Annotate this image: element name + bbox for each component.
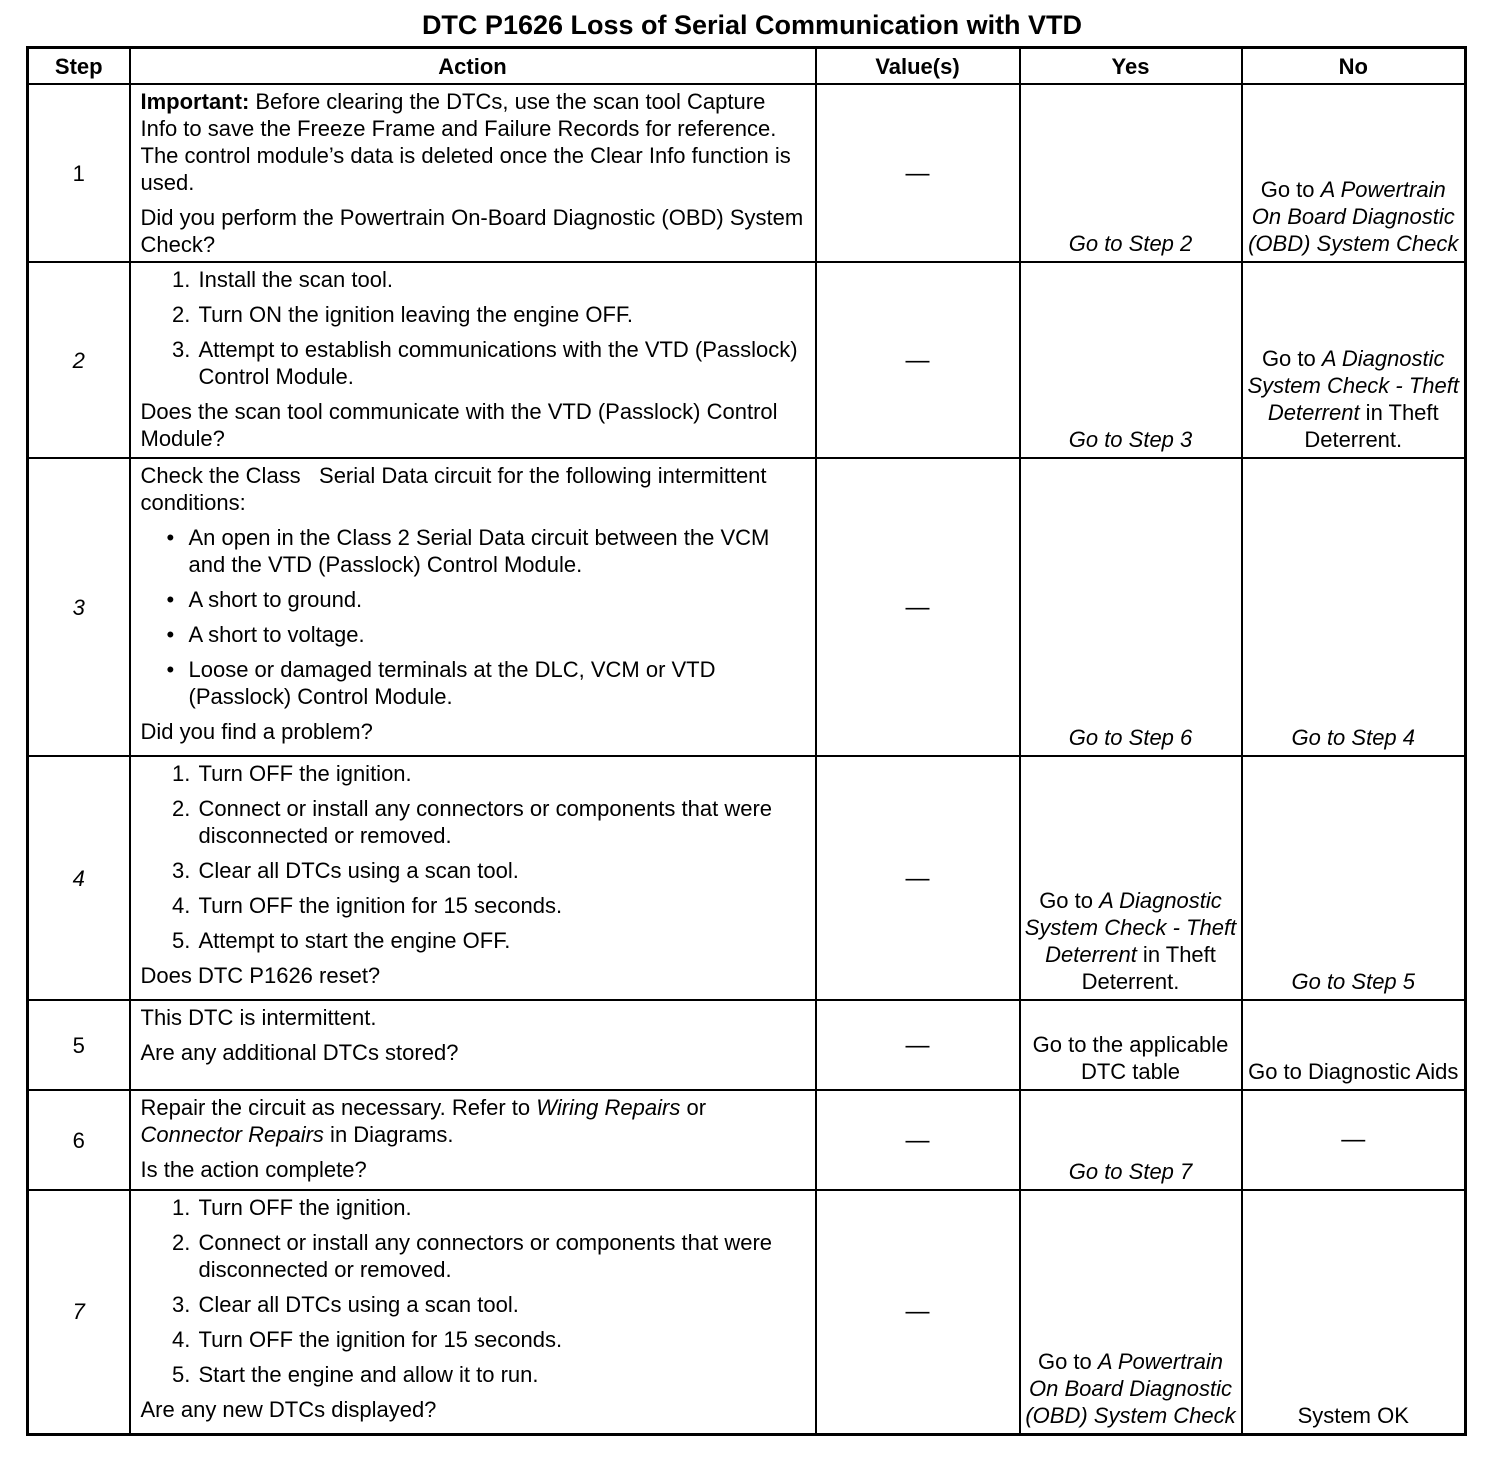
value-cell: — (816, 756, 1020, 1000)
important-note (141, 88, 805, 196)
list-item: 3. Attempt to establish communications with the VTD (Passlock) Control Module. (197, 336, 805, 390)
action-cell (130, 458, 816, 756)
connector-repairs-link[interactable]: Connector Repairs (140, 1122, 324, 1147)
table-row (28, 84, 1466, 262)
important-text: Before clearing the DTCs, use the scan tool Capture Info to save the Freeze Frame and Failure Records for reference. The control module’s data is deleted once the Clear Info function is used. (140, 89, 791, 195)
header-no: No (1242, 48, 1466, 85)
yes-link[interactable]: A Powertrain On Board Diagnostic (OBD) System Check (1025, 1348, 1236, 1428)
text-prefix: Repair the circuit as necessary. Refer to (140, 1095, 537, 1120)
no-link[interactable]: A Powertrain On Board Diagnostic (OBD) System Check (1248, 177, 1459, 256)
step-number: 3 (28, 458, 130, 756)
value-cell: — (816, 1000, 1020, 1090)
action-question: Did you find a problem? (140, 719, 373, 744)
text-suffix: in Diagrams. (323, 1122, 454, 1147)
list-item: 2. Connect or install any connectors or components that were disconnected or removed. (197, 795, 805, 849)
value-cell: — (816, 1090, 1020, 1190)
step-list (141, 760, 805, 954)
action-cell (130, 1190, 816, 1434)
no-cell: — (1242, 1090, 1466, 1190)
list-item: 1. Install the scan tool. (197, 266, 805, 293)
header-values: Value(s) (816, 48, 1020, 85)
header-action: Action (130, 48, 816, 85)
list-item: • A short to voltage. (189, 621, 805, 648)
list-item: 1. Turn OFF the ignition. (197, 1194, 805, 1221)
text-mid: or (680, 1095, 707, 1120)
list-item: 2. Connect or install any connectors or components that were disconnected or removed. (197, 1229, 805, 1283)
action-question: Does DTC P1626 reset? (140, 963, 381, 988)
action-cell (130, 84, 816, 262)
action-cell (130, 1000, 816, 1090)
table-row (28, 262, 1466, 458)
dtc-table (26, 46, 1467, 1436)
table-row (28, 1090, 1466, 1190)
list-item: 5. Attempt to start the engine OFF. (197, 927, 805, 954)
condition-list (141, 524, 805, 710)
yes-link[interactable]: Go to the applicable DTC table (1020, 1000, 1242, 1090)
yes-prefix: Go to (1037, 1348, 1098, 1374)
no-link[interactable]: Go to Step 5 (1242, 756, 1466, 1000)
table-row (28, 756, 1466, 1000)
no-link[interactable]: Go to Diagnostic Aids (1242, 1000, 1466, 1090)
list-item: 5. Start the engine and allow it to run. (197, 1361, 805, 1388)
table-row (28, 1000, 1466, 1090)
list-item: • A short to ground. (189, 586, 805, 613)
step-number: 1 (28, 84, 130, 262)
yes-prefix: Go to (1039, 888, 1100, 913)
list-item: 4. Turn OFF the ignition for 15 seconds. (197, 1326, 805, 1353)
list-item: 1. Turn OFF the ignition. (197, 760, 805, 787)
step-list (141, 266, 805, 390)
value-cell: — (816, 262, 1020, 458)
no-prefix: Go to (1261, 346, 1322, 371)
no-suffix: in Theft Deterrent. (1304, 400, 1439, 452)
list-item: 2. Turn ON the ignition leaving the engine OFF. (197, 301, 805, 328)
yes-cell (1020, 1190, 1242, 1434)
list-item: 3. Clear all DTCs using a scan tool. (197, 1291, 805, 1318)
no-link[interactable]: A Diagnostic System Check - Theft Deterrent (1247, 346, 1459, 425)
no-result: System OK (1242, 1190, 1466, 1434)
header-yes: Yes (1020, 48, 1242, 85)
page-title: DTC P1626 Loss of Serial Communication with VTD (421, 10, 1083, 40)
wiring-repairs-link[interactable]: Wiring Repairs (536, 1095, 681, 1120)
action-text: This DTC is intermittent. (140, 1005, 377, 1030)
action-intro: Check the Class Serial Data circuit for the following intermittent conditions: (140, 463, 773, 515)
table-header-row (28, 48, 1466, 85)
no-cell (1242, 262, 1466, 458)
step-number: 7 (28, 1190, 130, 1434)
yes-link[interactable]: Go to Step 3 (1020, 262, 1242, 458)
no-cell (1242, 84, 1466, 262)
action-question: Did you perform the Powertrain On-Board Diagnostic (OBD) System Check? (140, 205, 804, 257)
yes-suffix: in Theft Deterrent. (1081, 942, 1216, 994)
action-question: Are any additional DTCs stored? (140, 1040, 459, 1065)
value-cell: — (816, 1190, 1020, 1434)
action-question: Is the action complete? (140, 1157, 367, 1182)
list-item: • Loose or damaged terminals at the DLC, VCM or VTD (Passlock) Control Module. (189, 656, 805, 710)
yes-link[interactable]: Go to Step 7 (1020, 1090, 1242, 1190)
list-item: 4. Turn OFF the ignition for 15 seconds. (197, 892, 805, 919)
yes-cell (1020, 756, 1242, 1000)
header-step: Step (28, 48, 130, 85)
no-prefix: Go to (1260, 177, 1321, 202)
step-number: 4 (28, 756, 130, 1000)
yes-link[interactable]: Go to Step 2 (1020, 84, 1242, 262)
yes-link[interactable]: Go to Step 6 (1020, 458, 1242, 756)
list-item: 3. Clear all DTCs using a scan tool. (197, 857, 805, 884)
action-cell (130, 262, 816, 458)
step-number: 6 (28, 1090, 130, 1190)
important-label: Important: (140, 89, 250, 114)
step-list (141, 1194, 805, 1388)
value-cell: — (816, 458, 1020, 756)
step-number: 5 (28, 1000, 130, 1090)
value-cell: — (816, 84, 1020, 262)
step-number: 2 (28, 262, 130, 458)
action-text (141, 1094, 805, 1148)
list-item: • An open in the Class 2 Serial Data circuit between the VCM and the VTD (Passlock) Control Module. (189, 524, 805, 578)
yes-link[interactable]: A Diagnostic System Check - Theft Deterrent (1024, 888, 1237, 967)
action-cell (130, 756, 816, 1000)
no-link[interactable]: Go to Step 4 (1242, 458, 1466, 756)
action-question: Are any new DTCs displayed? (140, 1397, 437, 1422)
table-row (28, 458, 1466, 756)
action-cell (130, 1090, 816, 1190)
action-question: Does the scan tool communicate with the VTD (Passlock) Control Module? (140, 399, 778, 451)
table-row (28, 1190, 1466, 1434)
